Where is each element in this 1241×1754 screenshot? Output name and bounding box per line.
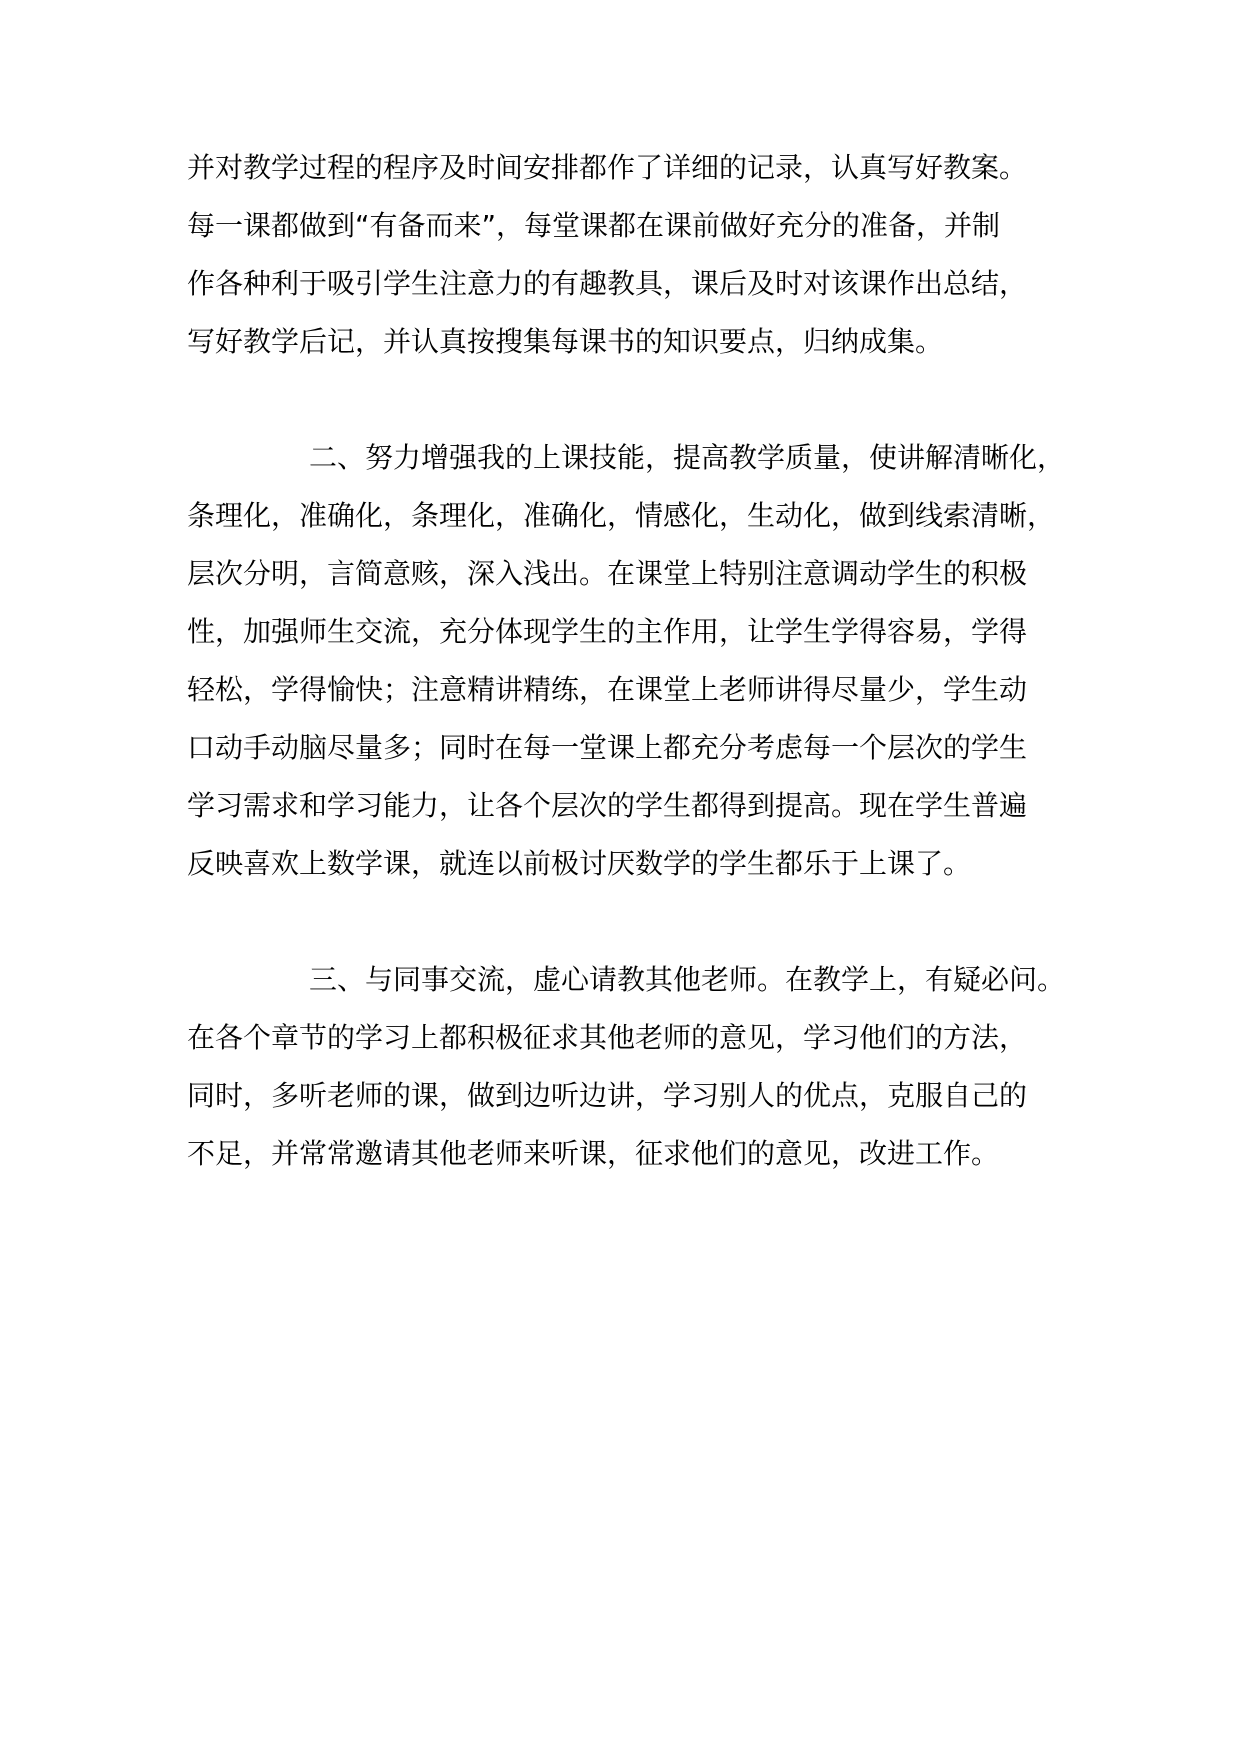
paragraph-1-line-4: 写好教学后记，并认真按搜集每课书的知识要点，归纳成集。 bbox=[187, 325, 944, 358]
paragraph-1-line-3: 作各种利于吸引学生注意力的有趣教具，课后及时对该课作出总结， bbox=[187, 267, 1028, 300]
paragraph-2-line-7: 学习需求和学习能力，让各个层次的学生都得到提高。现在学生普遍 bbox=[187, 789, 1028, 822]
paragraph-2-line-1: 二、努力增强我的上课技能，提高教学质量，使讲解清晰化， bbox=[309, 441, 1066, 474]
paragraph-2-line-2: 条理化，准确化，条理化，准确化，情感化，生动化，做到线索清晰， bbox=[187, 499, 1056, 532]
paragraph-2-line-3: 层次分明，言简意赅，深入浅出。在课堂上特别注意调动学生的积极 bbox=[187, 557, 1028, 590]
paragraph-2-line-5: 轻松，学得愉快；注意精讲精练，在课堂上老师讲得尽量少，学生动 bbox=[187, 673, 1028, 706]
paragraph-2-line-4: 性，加强师生交流，充分体现学生的主作用，让学生学得容易，学得 bbox=[187, 615, 1028, 648]
paragraph-2-line-6: 口动手动脑尽量多；同时在每一堂课上都充分考虑每一个层次的学生 bbox=[187, 731, 1028, 764]
paragraph-1-line-2: 每一课都做到“有备而来”，每堂课都在课前做好充分的准备，并制 bbox=[187, 209, 1001, 242]
paragraph-1-line-1: 并对教学过程的程序及时间安排都作了详细的记录，认真写好教案。 bbox=[187, 151, 1028, 184]
paragraph-3-line-1: 三、与同事交流，虚心请教其他老师。在教学上，有疑必问。 bbox=[309, 963, 1066, 996]
paragraph-3-line-4: 不足，并常常邀请其他老师来听课，征求他们的意见，改进工作。 bbox=[187, 1137, 1000, 1170]
paragraph-2-line-8: 反映喜欢上数学课，就连以前极讨厌数学的学生都乐于上课了。 bbox=[187, 847, 972, 880]
paragraph-3-line-3: 同时，多听老师的课，做到边听边讲，学习别人的优点，克服自己的 bbox=[187, 1079, 1028, 1112]
paragraph-3-line-2: 在各个章节的学习上都积极征求其他老师的意见，学习他们的方法， bbox=[187, 1021, 1028, 1054]
